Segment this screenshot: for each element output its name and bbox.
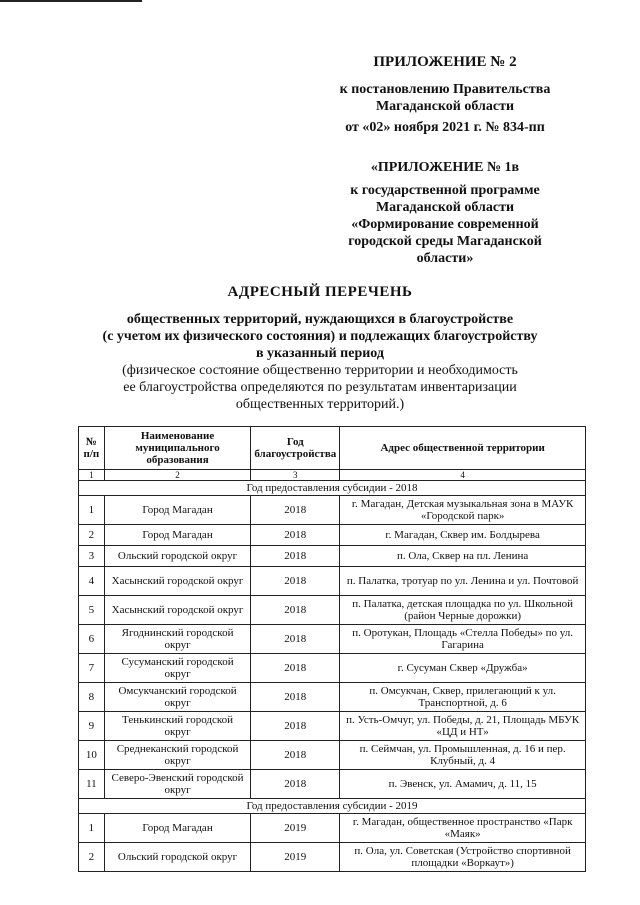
table-row [79, 654, 586, 683]
cell-municipality: Тенькинский городской округ [104, 712, 251, 741]
cell-address: п. Сеймчан, ул. Промышленная, д. 16 и пер. Клубный, д. 4 [340, 741, 586, 770]
cell-year: 2018 [251, 525, 340, 546]
table-row [79, 770, 586, 799]
cell-address: г. Сусуман Сквер «Дружба» [340, 654, 586, 683]
appendix-line: Магаданской области [375, 200, 515, 215]
appendix-line: к государственной программе [350, 183, 540, 198]
cell-year: 2019 [251, 843, 340, 872]
cell-year: 2018 [251, 683, 340, 712]
document-note-line: ее благоустройства определяются по результатам инвентаризации [123, 380, 517, 395]
cell-address: п. Оротукан, Площадь «Стелла Победы» по ул. Гагарина [340, 625, 586, 654]
group-row-2019 [79, 799, 586, 814]
column-number: 1 [79, 470, 105, 481]
cell-municipality: Хасынский городской округ [104, 596, 251, 625]
cell-address: п. Ола, ул. Советская (Устройство спортивной площадки «Воркаут») [340, 843, 586, 872]
cell-address: г. Магадан, Сквер им. Болдырева [340, 525, 586, 546]
cell-municipality: Ольский городской округ [104, 546, 251, 567]
table-row [79, 625, 586, 654]
cell-year: 2018 [251, 546, 340, 567]
cell-municipality: Город Магадан [104, 814, 251, 843]
appendix-block [300, 54, 590, 267]
cell-number: 6 [79, 625, 105, 654]
header-number: № п/п [79, 427, 105, 470]
cell-municipality: Сусуманский городской округ [104, 654, 251, 683]
document-subtitle-line: общественных территорий, нуждающихся в благоустройстве [126, 312, 514, 327]
cell-number: 11 [79, 770, 105, 799]
cell-address: п. Ола, Сквер на пл. Ленина [340, 546, 586, 567]
table-row [79, 596, 586, 625]
cell-municipality: Ягоднинский городской округ [104, 625, 251, 654]
cell-municipality: Северо-Эвенский городской округ [104, 770, 251, 799]
cell-number: 8 [79, 683, 105, 712]
appendix-line: «Формирование современной [351, 217, 539, 232]
cell-municipality: Ольский городской округ [104, 843, 251, 872]
header-year: Год благоустройства [251, 427, 340, 470]
cell-number: 5 [79, 596, 105, 625]
appendix-line: к постановлению Правительства [339, 82, 551, 97]
table-row [79, 496, 586, 525]
table-row [79, 546, 586, 567]
appendix-line: от «02» ноября 2021 г. № 834-пп [345, 120, 545, 135]
cell-address: г. Магадан, общественное пространство «Парк «Маяк» [340, 814, 586, 843]
document-title: АДРЕСНЫЙ ПЕРЕЧЕНЬ [227, 284, 413, 300]
appendix-line: городской среды Магаданской [348, 234, 542, 249]
cell-address: г. Магадан, Детская музыкальная зона в МАУК «Городской парк» [340, 496, 586, 525]
table-row [79, 683, 586, 712]
document-note-line: (физическое состояние общественно территории и необходимость [122, 363, 518, 378]
document-title-block [40, 284, 600, 413]
cell-municipality: Город Магадан [104, 496, 251, 525]
cell-number: 3 [79, 546, 105, 567]
table-row [79, 525, 586, 546]
cell-address: п. Палатка, детская площадка по ул. Школьной (район Черные дорожки) [340, 596, 586, 625]
header-municipality: Наименование муниципального образования [104, 427, 251, 470]
column-number: 4 [340, 470, 586, 481]
cell-year: 2019 [251, 814, 340, 843]
cell-number: 1 [79, 496, 105, 525]
cell-year: 2018 [251, 596, 340, 625]
cell-number: 10 [79, 741, 105, 770]
appendix-heading-2: «ПРИЛОЖЕНИЕ № 1в [370, 160, 520, 175]
top-rule [0, 0, 142, 2]
column-number: 3 [251, 470, 340, 481]
cell-municipality: Хасынский городской округ [104, 567, 251, 596]
table-row [79, 814, 586, 843]
document-note-line: общественных территорий.) [235, 397, 405, 412]
appendix-heading: ПРИЛОЖЕНИЕ № 2 [373, 54, 517, 70]
group-label: Год предоставления субсидии - 2019 [79, 799, 586, 814]
cell-year: 2018 [251, 654, 340, 683]
column-number: 2 [104, 470, 251, 481]
cell-address: п. Усть-Омчуг, ул. Победы, д. 21, Площадь МБУК «ЦД и НТ» [340, 712, 586, 741]
cell-year: 2018 [251, 625, 340, 654]
cell-municipality: Омсукчанский городской округ [104, 683, 251, 712]
header-address: Адрес общественной территории [340, 427, 586, 470]
cell-year: 2018 [251, 712, 340, 741]
document-subtitle-line: в указанный период [256, 346, 384, 361]
appendix-line: области» [416, 251, 474, 266]
cell-address: п. Омсукчан, Сквер, прилегающий к ул. Транспортной, д. 6 [340, 683, 586, 712]
cell-year: 2018 [251, 496, 340, 525]
table-row [79, 567, 586, 596]
table-row [79, 741, 586, 770]
cell-number: 2 [79, 525, 105, 546]
cell-address: п. Эвенск, ул. Амамич, д. 11, 15 [340, 770, 586, 799]
cell-number: 9 [79, 712, 105, 741]
address-list-table [78, 426, 586, 872]
cell-address: п. Палатка, тротуар по ул. Ленина и ул. Почтовой [340, 567, 586, 596]
cell-number: 2 [79, 843, 105, 872]
cell-number: 7 [79, 654, 105, 683]
cell-year: 2018 [251, 770, 340, 799]
table-header-row [79, 427, 586, 470]
group-row-2018 [79, 481, 586, 496]
cell-municipality: Город Магадан [104, 525, 251, 546]
cell-year: 2018 [251, 741, 340, 770]
appendix-line: Магаданской области [375, 99, 515, 114]
cell-number: 1 [79, 814, 105, 843]
column-number-row [79, 470, 586, 481]
cell-year: 2018 [251, 567, 340, 596]
document-subtitle-line: (с учетом их физического состояния) и подлежащих благоустройству [102, 329, 538, 344]
table-row [79, 712, 586, 741]
cell-number: 4 [79, 567, 105, 596]
group-label: Год предоставления субсидии - 2018 [79, 481, 586, 496]
cell-municipality: Среднеканский городской округ [104, 741, 251, 770]
table-row [79, 843, 586, 872]
